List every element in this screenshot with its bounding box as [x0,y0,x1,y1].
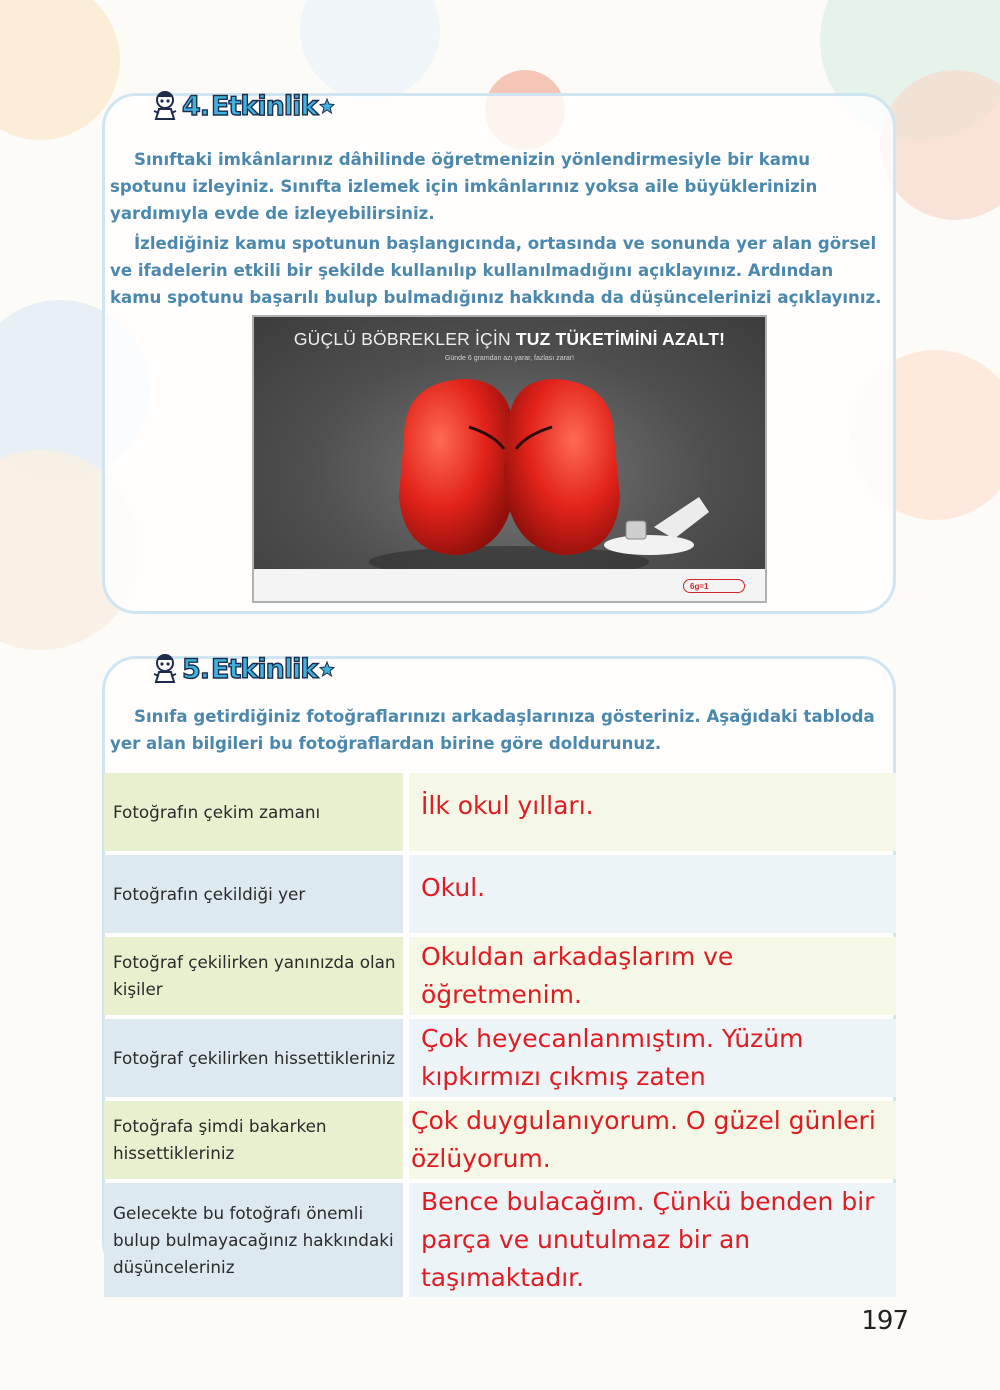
activity-5-paragraph-text: Sınıfa getirdiğiniz fotoğraflarınızı arkadaşlarınıza gösteriniz. Aşağıdaki tabloda yer alan bilgileri bu fotoğraflardan birine göre doldurunuz. [110,707,875,753]
poster-headline-bold: TUZ TÜKETİMİNİ AZALT! [515,329,726,349]
poster-subline: Günde 6 gramdan azı yarar, fazlası zarar! [444,355,575,362]
activity-5-badge [150,647,335,691]
table-row [104,937,896,1015]
poster-logo: 6g=1 [683,579,745,593]
mascot-icon [150,652,180,686]
question-cell: Fotoğrafın çekim zamanı [104,773,403,851]
answer-cell: Okul. [403,855,896,933]
activity-4-paragraph-1 [110,146,890,227]
table-row [104,855,896,933]
star-icon [319,661,335,677]
mascot-icon [150,89,180,123]
activity-5-badge-word: Etkinlik [211,653,318,685]
question-cell: Gelecekte bu fotoğrafı önemli bulup bulmayacağınız hakkındaki düşünceleriniz [104,1183,403,1297]
question-cell: Fotoğrafın çekildiği yer [104,855,403,933]
table-row [104,1101,896,1179]
question-cell: Fotoğraf çekilirken yanınızda olan kişiler [104,937,403,1015]
answer-cell: Bence bulacağım. Çünkü benden bir parça ve unutulmaz bir an taşımaktadır. [403,1183,896,1297]
question-cell: Fotoğraf çekilirken hissettikleriniz [104,1019,403,1097]
activity-4-paragraph-2 [110,230,890,311]
photo-info-table [104,769,896,1301]
answer-cell: Okuldan arkadaşlarım ve öğretmenim. [403,937,896,1015]
table-row [104,1019,896,1097]
question-cell: Fotoğrafa şimdi bakarken hissettikleriniz [104,1101,403,1179]
activity-4-paragraph-2-text: İzlediğiniz kamu spotunun başlangıcında, ortasında ve sonunda yer alan görsel ve ifadelerin etkili bir şekilde kullanılıp kullanılmadığını açıklayınız. Ardından kamu spotunu başarılı bulup bulmadığınız hakkında da düşüncelerinizi açıklayınız. [110,234,882,307]
page-number: 197 [861,1306,908,1336]
table-row [104,1183,896,1297]
boxing-gloves-image [254,317,767,603]
activity-5-paragraph [110,703,890,757]
activity-4-badge-word: Etkinlik [211,90,318,122]
activity-5-badge-number: 5. [182,653,210,685]
public-service-poster [252,315,767,603]
answer-cell: Çok duygulanıyorum. O güzel günleri özlüyorum. [403,1101,896,1179]
star-icon [319,98,335,114]
activity-4-paragraph-1-text: Sınıftaki imkânlarınız dâhilinde öğretmenizin yönlendirmesiyle bir kamu spotunu izleyiniz. Sınıfta izlemek için imkânlarınız yoksa aile büyüklerinizin yardımıyla evde de izleyebilirsiniz. [110,150,818,223]
answer-cell: İlk okul yılları. [403,773,896,851]
table-row [104,773,896,851]
activity-4-badge-number: 4. [182,90,210,122]
poster-headline-regular: GÜÇLÜ BÖBREKLER İÇİN [293,329,516,349]
activity-4-badge [150,84,335,128]
answer-cell: Çok heyecanlanmıştım. Yüzüm kıpkırmızı çıkmış zaten [403,1019,896,1097]
